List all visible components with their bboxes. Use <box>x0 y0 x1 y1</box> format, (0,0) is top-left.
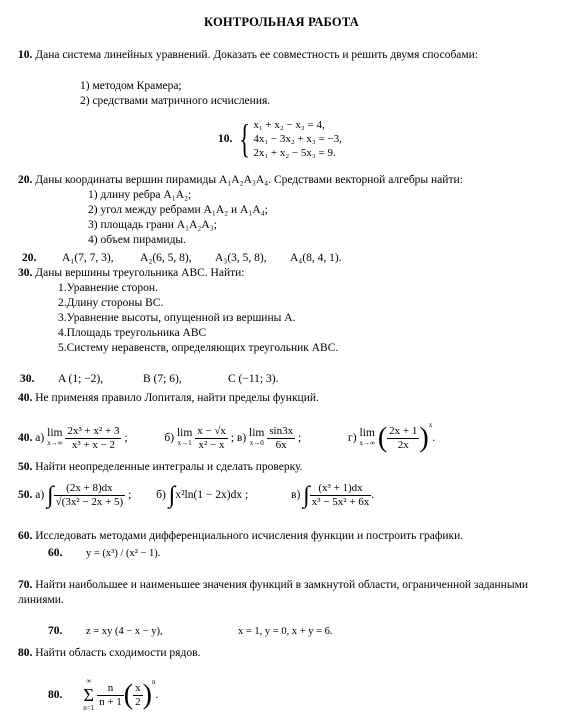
method-cramer: 1) методом Крамера; <box>80 80 182 92</box>
p50-a-label: а) <box>35 489 45 501</box>
equation-3: 2x₁ + x₂ − 5x₃ = 9. <box>253 147 336 159</box>
p30-item-5: 5.Систему неравенств, определяющих треугольник ABC. <box>58 342 339 354</box>
lim-sub: x→∞ <box>359 439 375 448</box>
problem-60-statement: Исследовать методами дифференциального исчисления функции и построить графики. <box>35 530 464 542</box>
p70-function: z = xy (4 − x − y), <box>86 626 163 637</box>
denominator: x³ − 5x² + 6x <box>311 495 370 508</box>
lim-word: lim <box>249 427 265 440</box>
p20-item-3: 3) площадь грани A₁A₂A₃; <box>88 219 217 231</box>
p20-item-2: 2) угол между ребрами A₁A₂ и A₁A₄; <box>88 204 268 216</box>
integral-icon: ∫ <box>47 482 54 509</box>
p60-function: y = (x³) / (x² − 1). <box>86 548 161 559</box>
p50-label: 50. <box>18 489 33 501</box>
p30-point-b: B (7; 6), <box>143 373 182 385</box>
left-paren: ( <box>377 422 388 454</box>
system-block <box>218 118 342 160</box>
numerator: x <box>135 681 141 694</box>
problem-10-number: 10. <box>18 49 33 61</box>
page-title: КОНТРОЛЬНАЯ РАБОТА <box>204 15 359 29</box>
problem-70-number: 70. <box>18 579 33 591</box>
p30-item-1: 1.Уравнение сторон. <box>58 282 158 294</box>
lim-word: lim <box>176 427 193 440</box>
sum-upper: ∞ <box>86 677 92 686</box>
problem-80-statement: Найти область сходимости рядов. <box>35 647 201 659</box>
p70-label: 70. <box>48 625 63 637</box>
sum-symbol <box>83 677 94 713</box>
lim-word: lim <box>359 427 375 440</box>
system-label: 10. <box>218 133 233 145</box>
integral-b: x²ln(1 − 2x)dx ; <box>175 489 249 501</box>
right-paren: ) <box>419 422 429 454</box>
problem-80-number: 80. <box>18 647 33 659</box>
p30-point-a: A (1; −2), <box>58 373 104 385</box>
problem-50-text <box>18 461 303 473</box>
p80-series: 80. ∞ Σ n=1 $\frac{n}{n + 1}$ ( $\frac{x}{2}$ )$^n$. <box>48 677 159 713</box>
problem-30-text <box>18 267 244 279</box>
problem-20-statement: Даны координаты вершин пирамиды A₁A₂A₃A₄. Средствами векторной алгебры найти: <box>35 174 463 186</box>
problem-10-statement: Дана система линейных уравнений. Доказать ее совместность и решить двумя способами: <box>35 49 479 61</box>
p50-formulas: 50. а) ∫ $\frac{(2x + 8)dx}{\text{√(3x² − 2x + 5)}}$ ; б) ∫x²ln(1 − 2x)dx ; в) ∫ $\frac{\text{(x³ + 1)dx}}{\text{x³ − 5x² + 6x}}$ . <box>18 481 375 509</box>
problem-80-text <box>18 647 200 659</box>
numerator: 2x³ + x² + 3 <box>67 424 120 437</box>
denominator: 2 <box>135 695 141 708</box>
problem-40-text <box>18 392 319 404</box>
problem-30-number: 30. <box>18 267 33 279</box>
numerator: sin3x <box>269 424 294 437</box>
p50-v-label: в) <box>291 489 301 501</box>
problem-50-statement: Найти неопределенные интегралы и сделать проверку. <box>35 461 303 473</box>
problem-60-number: 60. <box>18 530 33 542</box>
lim-sub: x→∞ <box>47 439 63 448</box>
numerator: n <box>97 682 124 696</box>
p40-g-label: г) <box>348 432 357 444</box>
brace-icon: { <box>239 116 251 161</box>
problem-20-number: 20. <box>18 174 33 186</box>
p20-point-a2: A₂(6, 5, 8), <box>140 252 192 264</box>
exponent: n <box>151 678 156 686</box>
integral-icon: ∫ <box>168 482 176 509</box>
p40-a-label: а) <box>35 432 45 444</box>
denominator: 2x <box>397 438 409 451</box>
series-x-fraction <box>133 682 143 709</box>
p20-point-a4: A₄(8, 4, 1). <box>290 252 342 264</box>
lim-sub: x→1 <box>177 439 192 448</box>
sum-lower: n=1 <box>83 704 95 713</box>
numerator: (2x + 8)dx <box>54 482 126 496</box>
p20-point-a3: A₃(3, 5, 8), <box>215 252 267 264</box>
problem-40-statement: Не применяя правило Лопиталя, найти пределы функций. <box>35 392 319 404</box>
p30-data-label: 30. <box>20 373 35 385</box>
numerator: x − √x <box>197 424 226 437</box>
integral-icon: ∫ <box>303 482 310 509</box>
fraction-v <box>267 425 295 452</box>
limit-a <box>47 428 63 448</box>
problem-30-statement: Даны вершины треугольника ABC. Найти: <box>35 267 245 279</box>
problem-50-number: 50. <box>18 461 33 473</box>
p20-item-1: 1) длину ребра A₁A₂; <box>88 189 192 201</box>
fraction-a <box>65 425 121 452</box>
numerator: (x³ + 1)dx <box>310 482 372 496</box>
limit-g <box>359 428 375 448</box>
equation-1: x₁ + x₂ − x₃ = 4, <box>253 119 325 131</box>
p40-v-label: в) <box>236 432 247 444</box>
p20-data-label: 20. <box>22 252 37 264</box>
exponent: x <box>428 421 433 429</box>
denominator: n + 1 <box>99 695 122 708</box>
problem-60-text <box>18 530 463 542</box>
series-fraction <box>97 682 124 709</box>
p30-point-c: C (−11; 3). <box>228 373 279 385</box>
problem-40-number: 40. <box>18 392 33 404</box>
numerator: 2x + 1 <box>389 424 418 437</box>
problem-20-text <box>18 174 463 186</box>
lim-sub: x→0 <box>249 439 264 448</box>
problem-70-text <box>18 578 528 608</box>
limit-v <box>249 428 264 448</box>
p60-label: 60. <box>48 547 63 559</box>
integral-v <box>310 482 372 509</box>
p20-item-4: 4) объем пирамиды. <box>88 234 187 246</box>
sigma-icon: Σ <box>83 685 94 706</box>
integral-a <box>54 482 126 509</box>
denominator: x³ + x − 2 <box>71 438 116 451</box>
fraction-g <box>387 425 419 452</box>
p80-label: 80. <box>48 689 63 701</box>
p30-item-3: 3.Уравнение высоты, опущенной из вершины A. <box>58 312 296 324</box>
equation-2: 4x₁ − 3x₂ + x₃ = −3, <box>253 133 342 145</box>
p20-point-a1: A₁(7, 7, 3), <box>62 252 114 264</box>
p30-item-2: 2.Длину стороны BC. <box>58 297 164 309</box>
limit-b <box>177 428 192 448</box>
p50-b-label: б) <box>156 489 166 501</box>
fraction-b <box>195 425 228 452</box>
p40-b-label: б) <box>164 432 175 444</box>
p70-boundary: x = 1, y = 0, x + y = 6. <box>238 626 333 637</box>
denominator: 6x <box>275 438 287 451</box>
left-paren: ( <box>123 679 134 711</box>
right-paren: ) <box>142 679 152 711</box>
problem-10-text <box>18 48 528 62</box>
denominator: √(3x² − 2x + 5) <box>55 495 124 508</box>
p30-item-4: 4.Площадь треугольника ABC <box>58 327 207 339</box>
p40-formulas: 40. а) lim x→∞ $\frac{\text{2x³ + x² + 3}}{\text{x³ + x − 2}}$ ; б) lim x→1 $\frac{x - √x}{\text{x² − x}}$ ; в) lim x→0 $\frac{\sin 3x}{6x}$ ; г) lim x→∞ ( $\frac{2x + 1}{2x}$ )$^x$. <box>18 421 436 454</box>
method-matrix: 2) средствами матричного исчисления. <box>80 95 271 107</box>
equation-system <box>253 118 342 160</box>
denominator: x² − x <box>198 438 225 451</box>
p40-label: 40. <box>18 432 33 444</box>
lim-word: lim <box>47 427 63 440</box>
problem-70-statement: Найти наибольшее и наименьшее значения функций в замкнутой области, ограниченной заданными линиями. <box>18 579 528 606</box>
